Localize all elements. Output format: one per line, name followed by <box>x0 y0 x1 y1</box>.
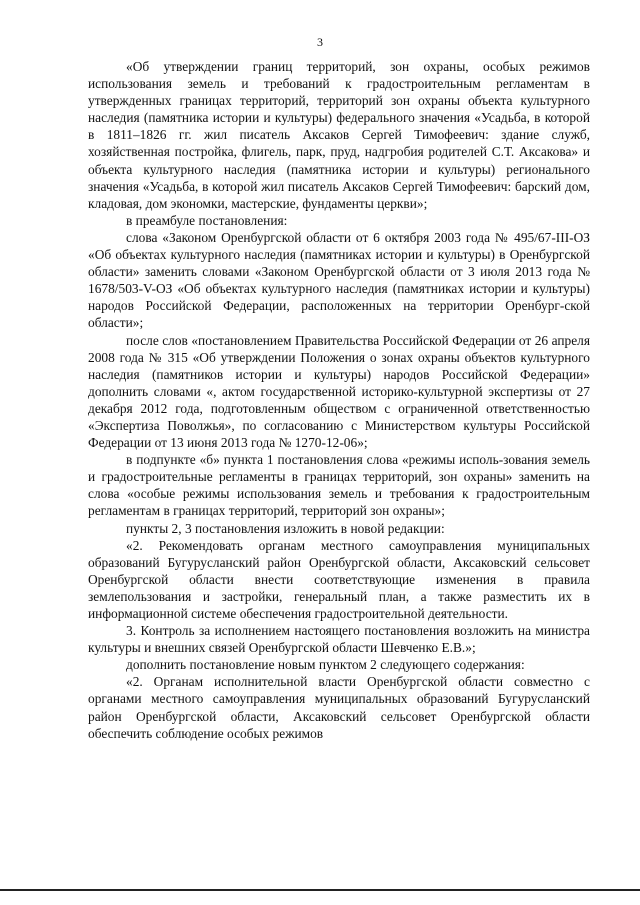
paragraph-add-point-intro: дополнить постановление новым пунктом 2 следующего содержания: <box>126 657 525 673</box>
paragraph-subpoint-b: в подпункте «б» пункта 1 постановления слова «режимы исполь-зования земель и градостроительные регламенты в границах территорий, зон охраны» заменить на слова «особые режимы использования земель и требования к градостроительным регламентам в границах территорий, территорий зон охраны»; <box>88 452 590 519</box>
paragraph-new-point-3: 3. Контроль за исполнением настоящего постановления возложить на министра культуры и внешних связей Оренбургской области Шевченко Е.В.»; <box>88 623 590 656</box>
paragraph-preamble-intro: в преамбуле постановления: <box>126 212 288 228</box>
paragraph-law-replacement: слова «Законом Оренбургской области от 6 октября 2003 года № 495/67-III-ОЗ «Об объектах культурного наследия (памятниках истории и культуры) в Оренбургской области» заменить словами «Законом Оренбургской области от 3 июля 2013 года № 1678/503-V-ОЗ «Об объектах культурного наследия (памятниках истории и культуры) народов Российской Федерации, расположенных на территории Оренбург-ской области»; <box>88 229 590 331</box>
paragraph-added-point-2: «2. Органам исполнительной власти Оренбургской области совместно с органами местного самоуправления муниципальных образований Бугурусланский район Оренбургской области, Аксаковский сельсовет Оренбургской области обеспечить соблюдение особых режимов <box>88 674 590 741</box>
paragraph-new-point-2: «2. Рекомендовать органам местного самоуправления муниципальных образований Бугурусланский район Оренбургской области, Аксаковский сельсовет Оренбургской области внести соответствующие изменения в правила землепользования и застройки, генеральный план, а также разместить их в информационной системе обеспечения градостроительной деятельности. <box>88 537 590 621</box>
bottom-edge-line <box>0 889 640 891</box>
document-body <box>88 58 590 742</box>
paragraph-points-2-3-intro: пункты 2, 3 постановления изложить в новой редакции: <box>126 520 445 536</box>
paragraph-title-quote: «Об утверждении границ территорий, зон охраны, особых режимов использования земель и требований к градостроительным регламентам в утвержденных границах территорий, территорий зон охраны объекта культурного наследия (памятника истории и культуры) федерального значения «Усадьба, в которой в 1811–1826 гг. жил писатель Аксаков Сергей Тимофеевич: здание служб, хозяйственная постройка, флигель, парк, пруд, надгробия родителей С.Т. Аксакова» и объекта культурного наследия (памятника истории и культуры) регионального значения «Усадьба, в которой жил писатель Аксаков Сергей Тимофеевич: барский дом, кладовая, дом экономки, мастерские, фундаменты церкви»; <box>88 59 590 211</box>
paragraph-government-decree: после слов «постановлением Правительства Российской Федерации от 26 апреля 2008 года № 315 «Об утверждении Положения о зонах охраны объектов культурного наследия (памятников истории и культуры) народов Российской Федерации» дополнить словами «, актом государственной историко-культурной экспертизы от 27 декабря 2012 года, подготовленным обществом с ограниченной ответственностью «Экспертиза Поволжья», по согласованию с Министерством культуры Российской Федерации от 13 июня 2013 года № 1270-12-06»; <box>88 332 590 451</box>
page-number: 3 <box>317 35 323 49</box>
